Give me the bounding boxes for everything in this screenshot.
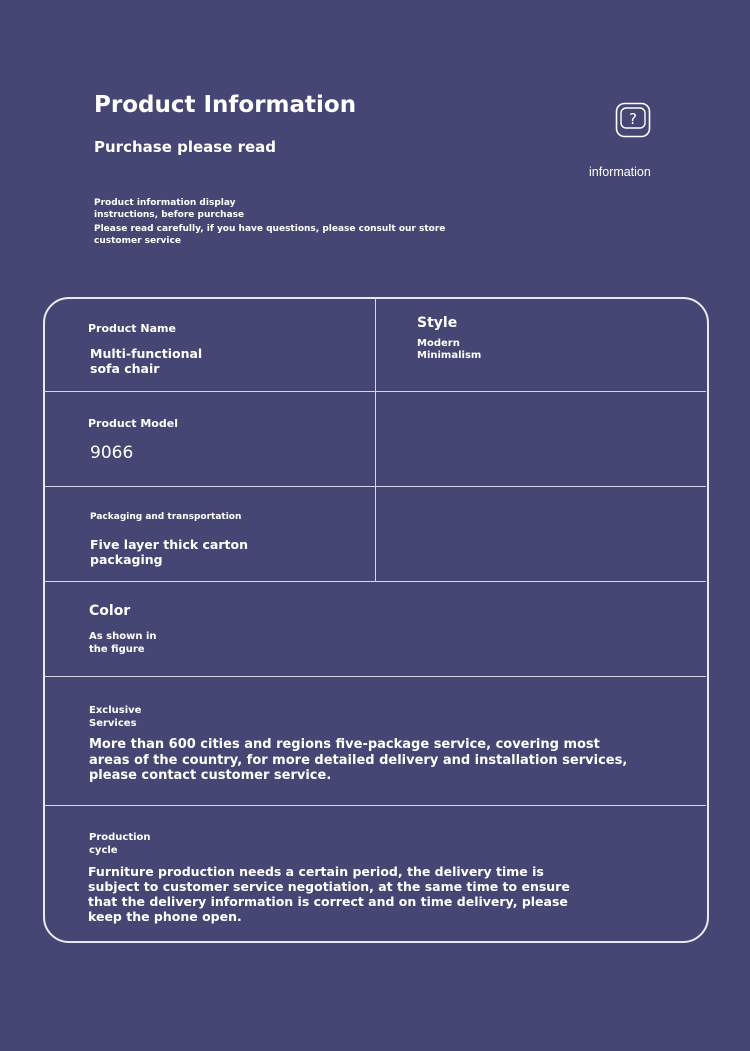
style-label: Style <box>417 315 458 331</box>
column-divider <box>375 298 376 581</box>
color-label: Color <box>89 603 131 619</box>
product-name-value: Multi-functional sofa chair <box>90 346 203 376</box>
row-divider <box>44 676 706 677</box>
intro-text: Product information display instructions, before purchase <box>94 198 245 220</box>
row-divider <box>44 805 706 806</box>
info-label: information <box>589 165 651 179</box>
services-label: Exclusive Services <box>89 705 142 729</box>
product-model-value: 9066 <box>90 443 134 463</box>
production-cycle-value: Furniture production needs a certain period, the delivery time is subject to customer service negotiation, at the same time to ensure that the delivery information is correct and on time delivery, please keep the phone open. <box>88 864 570 924</box>
production-cycle-label: Production cycle <box>89 832 151 856</box>
services-value: More than 600 cities and regions five-package service, covering most areas of the country, for more detailed delivery and installation services, please contact customer service. <box>89 737 628 783</box>
row-divider <box>44 391 706 392</box>
packaging-label: Packaging and transportation <box>90 512 242 522</box>
product-name-label: Product Name <box>88 322 176 335</box>
color-value: As shown in the figure <box>89 631 157 655</box>
row-divider <box>44 581 706 582</box>
question-mark-icon <box>615 102 651 138</box>
style-value: Modern Minimalism <box>417 338 482 361</box>
page-subtitle: Purchase please read <box>94 138 277 156</box>
intro-note: Please read carefully, if you have questions, please consult our store customer service <box>94 224 446 246</box>
row-divider <box>44 486 706 487</box>
product-model-label: Product Model <box>88 417 178 430</box>
page-title: Product Information <box>94 92 357 118</box>
packaging-value: Five layer thick carton packaging <box>90 537 248 567</box>
svg-text:?: ? <box>629 110 637 128</box>
